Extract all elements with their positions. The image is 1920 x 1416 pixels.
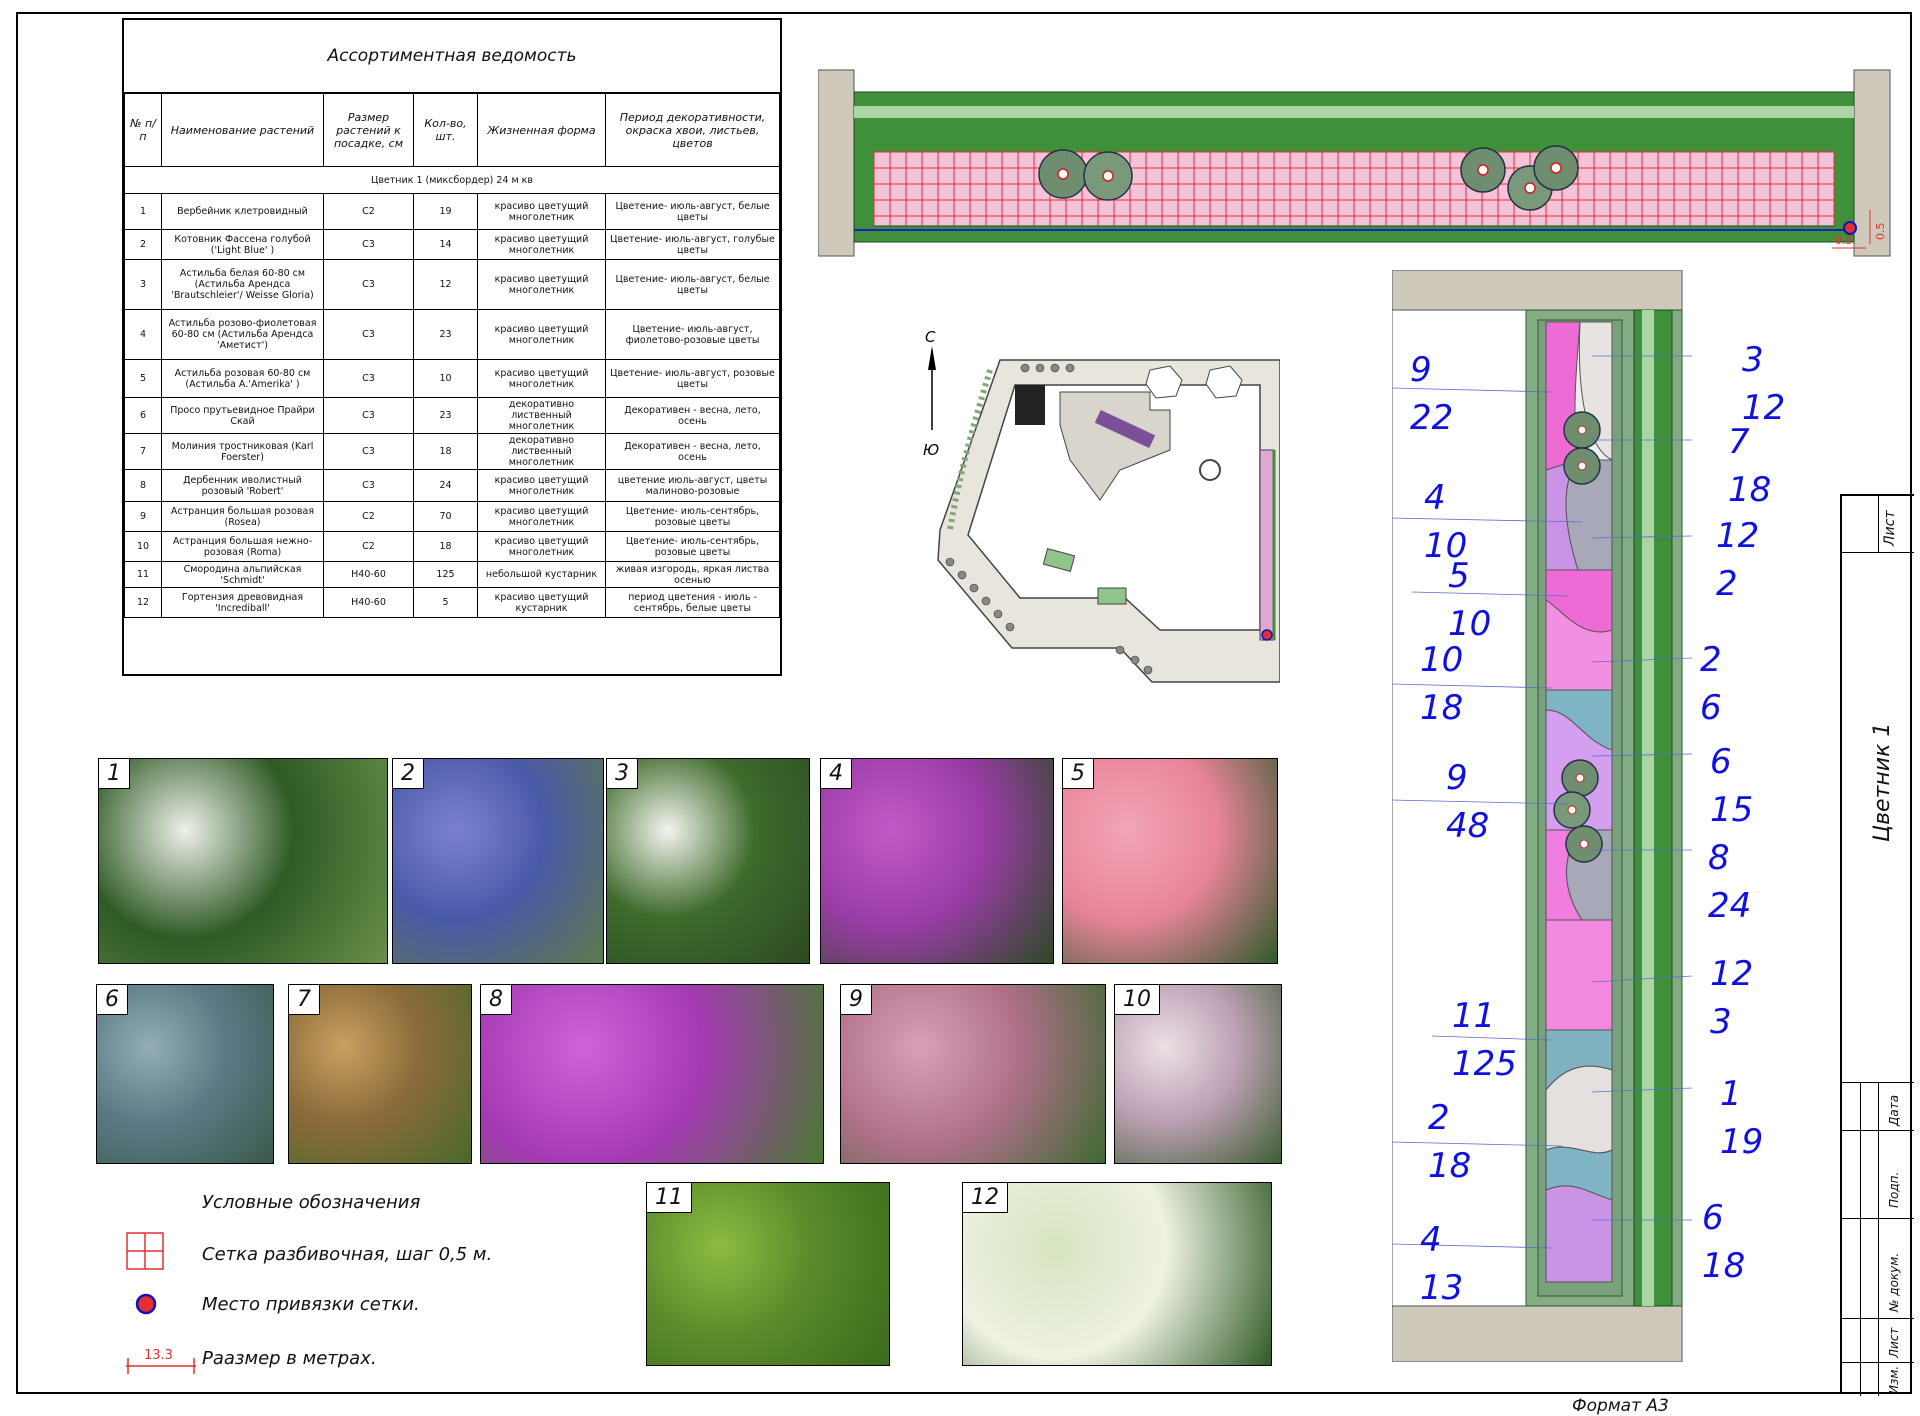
table-cell: 23 <box>414 310 478 360</box>
callout-quantity: 18 <box>1702 1246 1746 1286</box>
table-cell: 12 <box>414 260 478 310</box>
photo-number: 11 <box>647 1183 692 1213</box>
assortment-header-row <box>125 94 780 167</box>
table-cell: С2 <box>324 532 414 562</box>
plant-photo <box>98 758 388 964</box>
assortment-table <box>122 18 782 676</box>
site-dark-block <box>1015 385 1045 425</box>
plant-photo <box>480 984 824 1164</box>
stamp-change: Изм. <box>1887 1365 1901 1394</box>
table-cell: 18 <box>414 532 478 562</box>
callout-quantity: 19 <box>1720 1122 1764 1162</box>
table-cell: Дербенник иволистный розовый 'Robert' <box>162 470 324 502</box>
table-cell: 14 <box>414 230 478 260</box>
table-cell: красиво цветущий многолетник <box>478 360 606 398</box>
bed-plan-top <box>818 64 1898 264</box>
table-cell: 70 <box>414 502 478 532</box>
photo-number: 10 <box>1115 985 1160 1015</box>
grid-legend-icon <box>126 1232 164 1270</box>
photo-number: 1 <box>99 759 130 789</box>
table-cell: 12 <box>125 588 162 618</box>
callout-quantity: 22 <box>1410 398 1454 438</box>
table-cell: 5 <box>125 360 162 398</box>
callout-quantity: 12 <box>1742 388 1786 428</box>
callout-quantity: 18 <box>1428 1146 1472 1186</box>
col-header-form: Жизненная форма <box>478 94 606 167</box>
table-cell: Цветение- июль-август, белые цветы <box>606 260 780 310</box>
photo-number: 12 <box>963 1183 1008 1213</box>
callout-quantity: 6 <box>1700 688 1722 728</box>
table-cell: период цветения - июль - сентябрь, белые цветы <box>606 588 780 618</box>
size-legend-value: 13.3 <box>144 1348 173 1363</box>
callout-plant-number: 11 <box>1452 996 1496 1036</box>
callout-plant-number: 2 <box>1428 1098 1450 1138</box>
table-row <box>125 434 780 470</box>
photo-number: 6 <box>97 985 128 1015</box>
table-cell: 19 <box>414 194 478 230</box>
table-cell: Вербейник клетровидный <box>162 194 324 230</box>
legend-grid: Сетка разбивочная, шаг 0,5 м. <box>202 1244 493 1265</box>
table-row <box>125 230 780 260</box>
stamp-date: Дата <box>1887 1094 1901 1126</box>
table-cell: красиво цветущий многолетник <box>478 470 606 502</box>
table-row <box>125 562 780 588</box>
stamp-sheet-label: Лист <box>1882 510 1898 546</box>
stamp-sheet: Лист <box>1887 1327 1901 1358</box>
table-cell: Астильба розово-фиолетовая 60-80 см (Астильба Арендса 'Аметист') <box>162 310 324 360</box>
assortment-grid <box>124 93 780 618</box>
table-cell: Молиния тростниковая (Karl Foerster) <box>162 434 324 470</box>
plant-photo <box>646 1182 890 1366</box>
table-cell: красиво цветущий многолетник <box>478 532 606 562</box>
table-row <box>125 588 780 618</box>
site-plan <box>920 330 1280 690</box>
table-cell: 4 <box>125 310 162 360</box>
plant-photo <box>392 758 604 964</box>
callout-plant-number: 2 <box>1700 640 1722 680</box>
plant-photo <box>606 758 810 964</box>
legend-title: Условные обозначения <box>202 1192 421 1213</box>
table-cell: Астранция большая розовая (Rosea) <box>162 502 324 532</box>
table-cell: цветение июль-август, цветы малиново-розовые <box>606 470 780 502</box>
photo-number: 4 <box>821 759 852 789</box>
photo-number: 3 <box>607 759 638 789</box>
table-cell: Просо прутьевидное Прайри Скай <box>162 398 324 434</box>
sheet-title: Цветник 1 <box>1870 722 1895 842</box>
table-cell: живая изгородь, яркая листва осенью <box>606 562 780 588</box>
callout-quantity: 18 <box>1420 688 1464 728</box>
col-header-size: Размер растений к посадке, см <box>324 94 414 167</box>
callout-plant-number: 9 <box>1410 350 1432 390</box>
north-label: С <box>925 330 936 346</box>
table-cell: 7 <box>125 434 162 470</box>
col-header-num: № п/п <box>125 94 162 167</box>
col-header-period: Период декоративности, окраска хвои, листьев, цветов <box>606 94 780 167</box>
table-row <box>125 260 780 310</box>
plant-photo <box>288 984 472 1164</box>
table-cell: Котовник Фассена голубой ('Light Blue' ) <box>162 230 324 260</box>
table-cell: Декоративен - весна, лето, осень <box>606 398 780 434</box>
callout-plant-number: 9 <box>1446 758 1468 798</box>
table-cell: Гортензия древовидная 'Incrediball' <box>162 588 324 618</box>
callout-plant-number: 7 <box>1728 422 1750 462</box>
col-header-qty: Кол-во, шт. <box>414 94 478 167</box>
group-row <box>125 167 780 194</box>
group-label: Цветник 1 (миксбордер) 24 м кв <box>125 167 780 194</box>
table-cell: Декоративен - весна, лето, осень <box>606 434 780 470</box>
table-cell: красиво цветущий многолетник <box>478 502 606 532</box>
table-row <box>125 360 780 398</box>
table-row <box>125 470 780 502</box>
table-cell: Цветение- июль-сентябрь, розовые цветы <box>606 532 780 562</box>
callout-plant-number: 6 <box>1702 1198 1724 1238</box>
grid-anchor-point <box>1844 222 1856 234</box>
callout-quantity: 13 <box>1420 1268 1464 1308</box>
table-row <box>125 398 780 434</box>
callout-plant-number: 1 <box>1720 1074 1742 1114</box>
photo-number: 2 <box>393 759 424 789</box>
table-cell: красиво цветущий многолетник <box>478 310 606 360</box>
table-cell: Цветение- июль-август, белые цветы <box>606 194 780 230</box>
callout-quantity: 125 <box>1452 1044 1517 1084</box>
callout-quantity: 15 <box>1710 790 1754 830</box>
table-cell: 2 <box>125 230 162 260</box>
callout-plant-number: 6 <box>1710 742 1732 782</box>
photo-number: 5 <box>1063 759 1094 789</box>
callout-plant-number: 12 <box>1710 954 1754 994</box>
dim-label-a: 0.5 <box>1835 234 1853 247</box>
plant-photo <box>1114 984 1282 1164</box>
table-cell: небольшой кустарник <box>478 562 606 588</box>
callout-quantity: 10 <box>1424 526 1468 566</box>
table-cell: С3 <box>324 470 414 502</box>
table-cell: красиво цветущий многолетник <box>478 230 606 260</box>
table-cell: 3 <box>125 260 162 310</box>
plant-photo <box>840 984 1106 1164</box>
table-cell: С3 <box>324 398 414 434</box>
table-cell: Астранция большая нежно-розовая (Roma) <box>162 532 324 562</box>
table-cell: 18 <box>414 434 478 470</box>
table-cell: Н40-60 <box>324 588 414 618</box>
title-block <box>1840 494 1914 1394</box>
table-cell: С2 <box>324 502 414 532</box>
table-cell: Цветение- июль-сентябрь, розовые цветы <box>606 502 780 532</box>
table-row <box>125 532 780 562</box>
table-cell: С3 <box>324 434 414 470</box>
legend-anchor: Место привязки сетки. <box>202 1294 420 1315</box>
table-cell: 10 <box>414 360 478 398</box>
table-cell: 10 <box>125 532 162 562</box>
callout-plant-number: 10 <box>1420 640 1464 680</box>
callout-quantity: 18 <box>1728 470 1772 510</box>
dim-label-b: 0.5 <box>1874 222 1887 240</box>
plant-photo <box>96 984 274 1164</box>
photo-number: 9 <box>841 985 872 1015</box>
size-legend-icon <box>120 1344 200 1374</box>
callout-quantity: 10 <box>1448 604 1492 644</box>
table-cell: красиво цветущий многолетник <box>478 260 606 310</box>
table-cell: Смородина альпийская 'Schmidt' <box>162 562 324 588</box>
table-cell: 1 <box>125 194 162 230</box>
callout-plant-number: 3 <box>1742 340 1764 380</box>
table-cell: 6 <box>125 398 162 434</box>
stamp-sign: Подп. <box>1887 1171 1901 1208</box>
plant-photo <box>820 758 1054 964</box>
table-cell: 8 <box>125 470 162 502</box>
table-cell: С3 <box>324 310 414 360</box>
table-cell: красиво цветущий кустарник <box>478 588 606 618</box>
table-cell: С2 <box>324 194 414 230</box>
photo-number: 8 <box>481 985 512 1015</box>
table-cell: Астильба розовая 60-80 см (Астильба А.'Amerika' ) <box>162 360 324 398</box>
callout-quantity: 24 <box>1708 886 1752 926</box>
stamp-doc: № докум. <box>1887 1252 1901 1312</box>
table-cell: 23 <box>414 398 478 434</box>
table-cell: Цветение- июль-август, розовые цветы <box>606 360 780 398</box>
photo-number: 7 <box>289 985 320 1015</box>
legend-size: Раазмер в метрах. <box>202 1348 377 1369</box>
table-row <box>125 310 780 360</box>
table-cell: красиво цветущий многолетник <box>478 194 606 230</box>
table-cell: Цветение- июль-август, голубые цветы <box>606 230 780 260</box>
callout-quantity: 48 <box>1446 806 1490 846</box>
assortment-title: Ассортиментная ведомость <box>124 20 780 93</box>
format-label: Формат А3 <box>1572 1396 1669 1416</box>
table-row <box>125 194 780 230</box>
table-cell: С3 <box>324 230 414 260</box>
col-header-name: Наименование растений <box>162 94 324 167</box>
callout-plant-number: 5 <box>1448 556 1470 596</box>
callout-plant-number: 4 <box>1424 478 1446 518</box>
table-cell: С3 <box>324 360 414 398</box>
plant-photo <box>1062 758 1278 964</box>
table-cell: Н40-60 <box>324 562 414 588</box>
table-cell: 125 <box>414 562 478 588</box>
table-cell: 5 <box>414 588 478 618</box>
table-cell: Астильба белая 60-80 см (Астильба Арендса 'Brautschleier'/ Weisse Gloria) <box>162 260 324 310</box>
callout-plant-number: 12 <box>1716 516 1760 556</box>
table-row <box>125 502 780 532</box>
table-cell: Цветение- июль-август, фиолетово-розовые цветы <box>606 310 780 360</box>
table-cell: 11 <box>125 562 162 588</box>
table-cell: 24 <box>414 470 478 502</box>
south-label: Ю <box>923 441 940 459</box>
anchor-legend-icon <box>134 1292 158 1316</box>
callout-plant-number: 8 <box>1708 838 1730 878</box>
plant-photo <box>962 1182 1272 1366</box>
table-cell: 9 <box>125 502 162 532</box>
callout-quantity: 2 <box>1716 564 1738 604</box>
table-cell: декоративно лиственный многолетник <box>478 434 606 470</box>
table-cell: декоративно лиственный многолетник <box>478 398 606 434</box>
table-cell: С3 <box>324 260 414 310</box>
callout-plant-number: 4 <box>1420 1220 1442 1260</box>
layout-grid <box>874 152 1834 226</box>
callout-quantity: 3 <box>1710 1002 1732 1042</box>
